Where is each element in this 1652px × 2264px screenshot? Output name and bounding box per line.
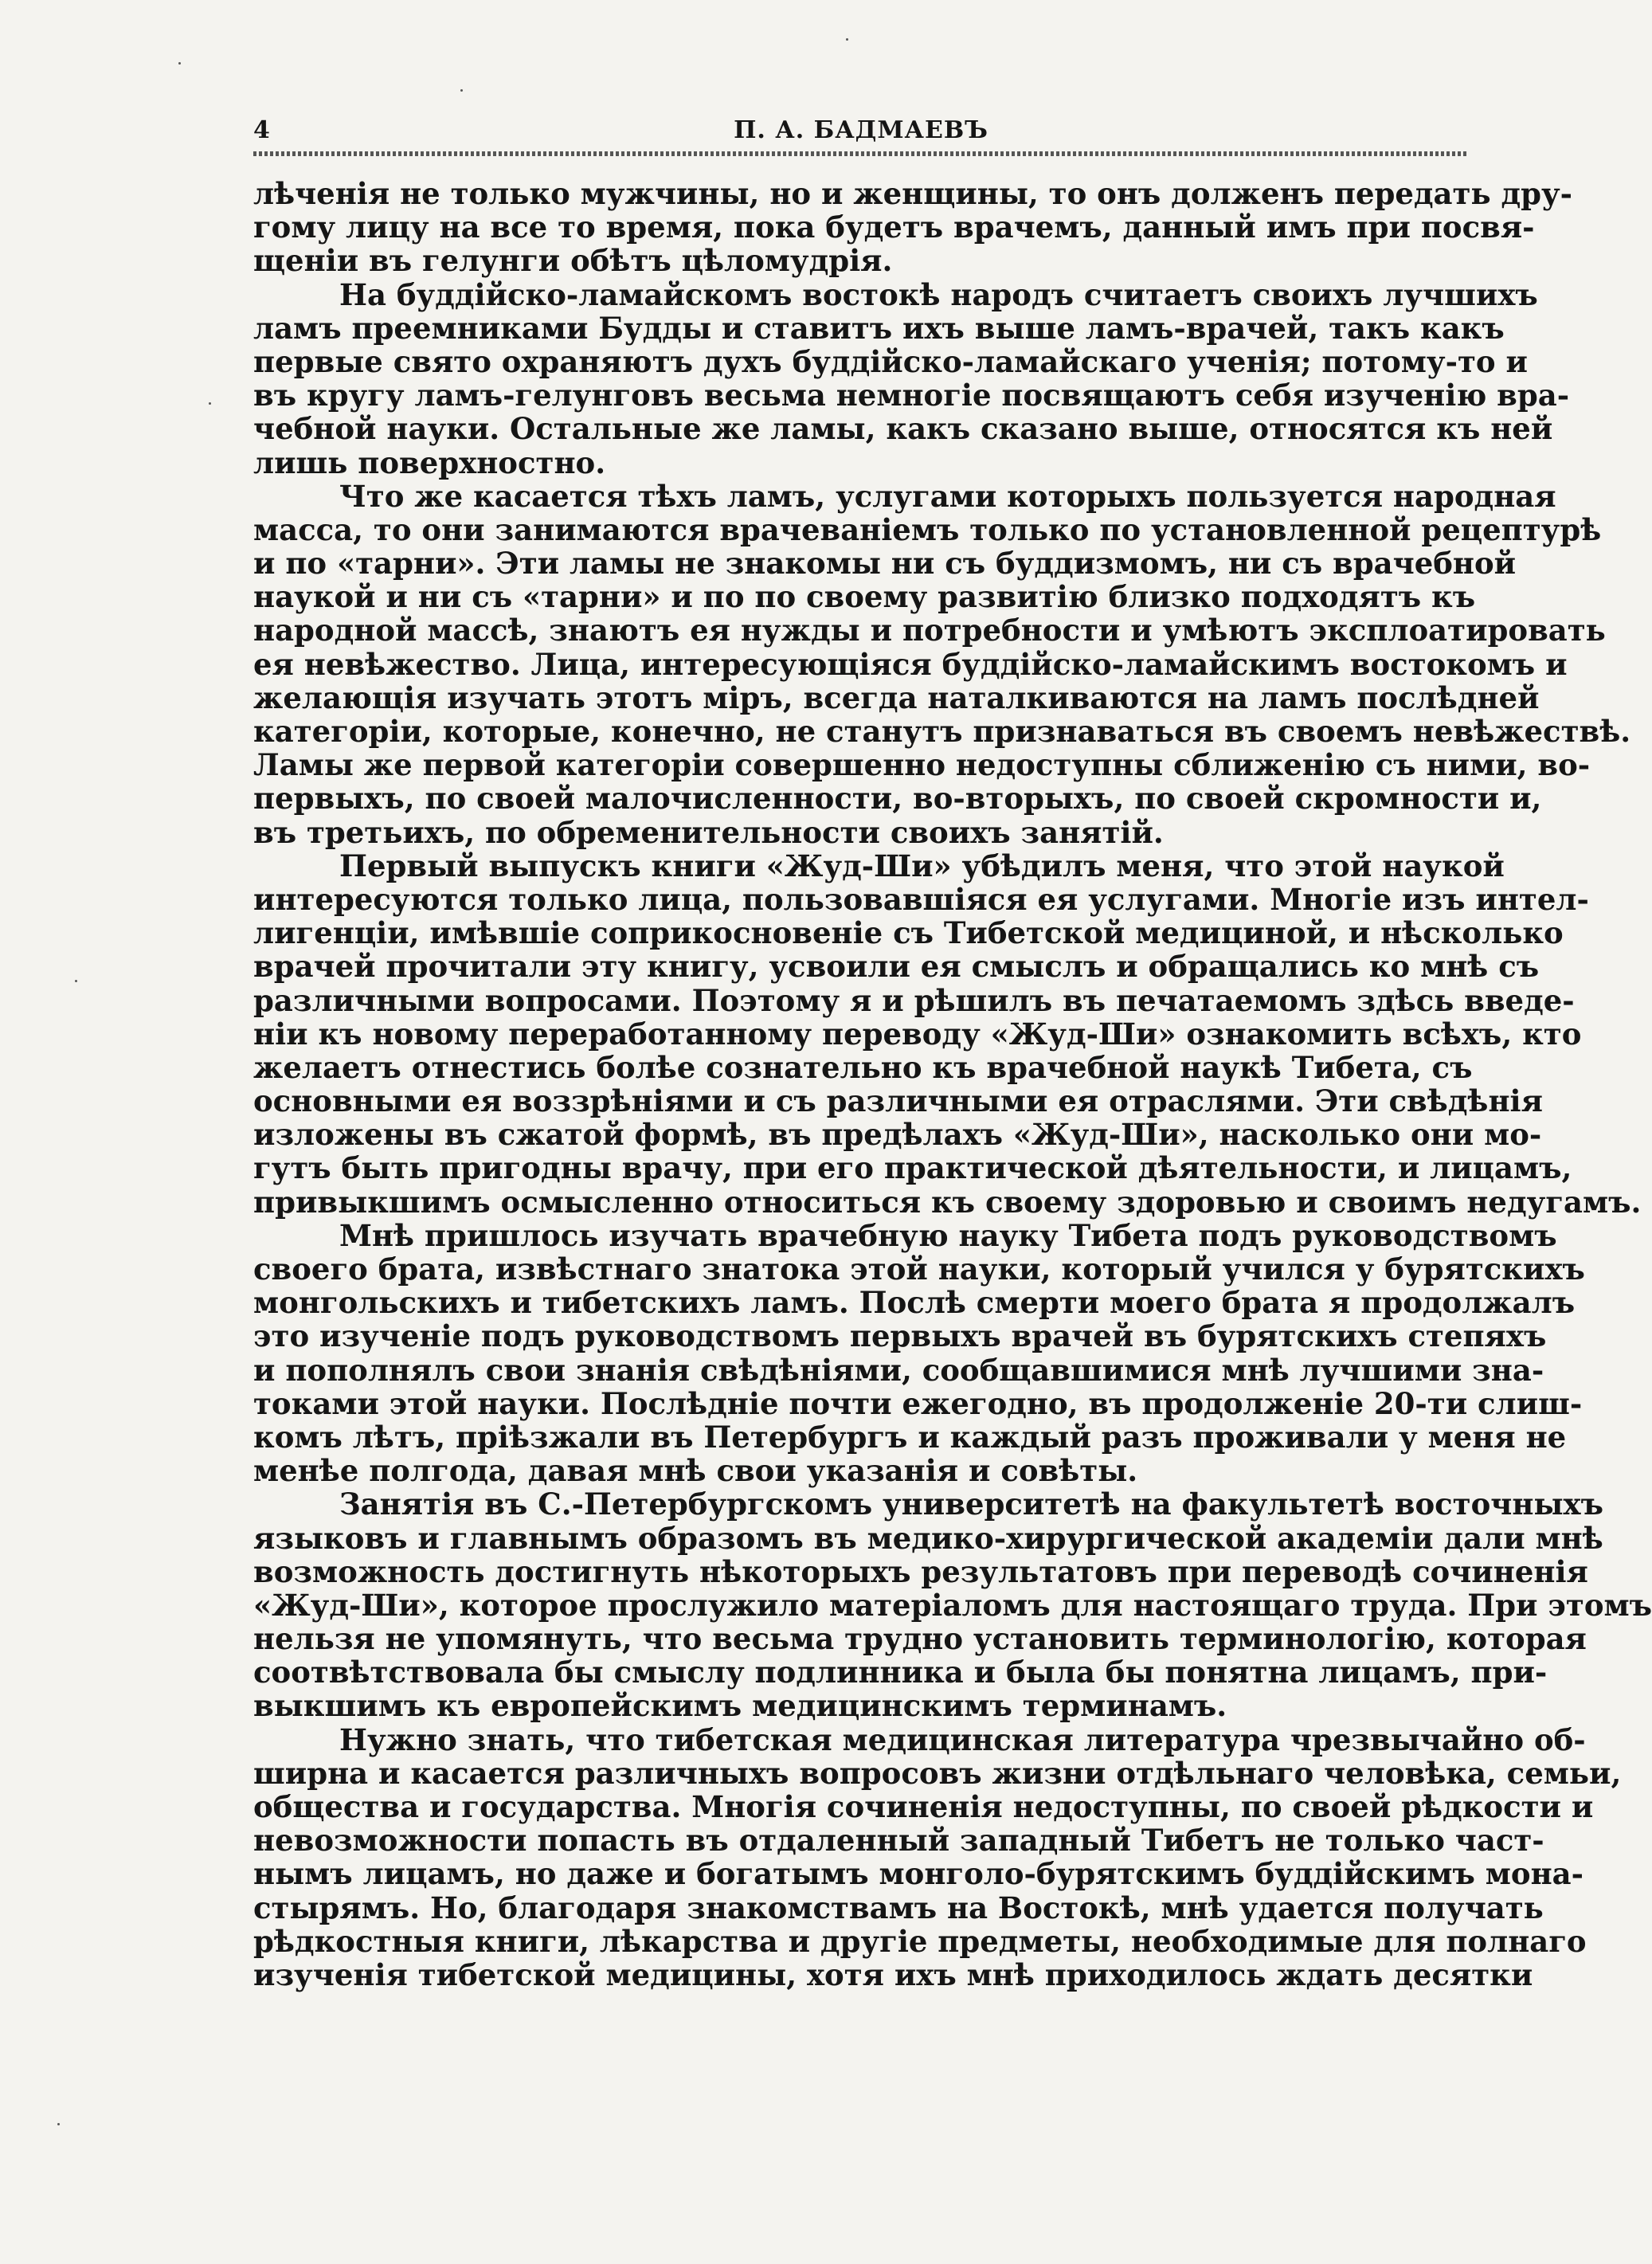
text-line: Первый выпускъ книги «Жуд-Ши» убѣдилъ меня, что этой наукой: [339, 848, 1505, 883]
scan-speck: [460, 89, 463, 92]
text-line: изложены въ сжатой формѣ, въ предѣлахъ «Жуд-Ши», насколько они мо-: [253, 1117, 1542, 1153]
text-line: Что же касается тѣхъ ламъ, услугами которыхъ пользуется народная: [339, 478, 1556, 514]
text-line: токами этой науки. Послѣдніе почти ежегодно, въ продолженіе 20-ти слиш-: [253, 1385, 1583, 1421]
text-line: «Жуд-Ши», которое прослужило матеріаломъ для настоящаго труда. При этомъ: [253, 1587, 1652, 1623]
scan-speck: [75, 980, 77, 982]
text-line: рѣдкостныя книги, лѣкарства и другіе предметы, необходимые для полнаго: [253, 1923, 1587, 1959]
text-line: и пополнялъ свои знанія свѣдѣніями, сообщавшимися мнѣ лучшими зна-: [253, 1352, 1544, 1388]
text-line: и по «тарни». Эти ламы не знакомы ни съ буддизмомъ, ни съ врачебной: [253, 546, 1517, 582]
text-line: въ третьихъ, по обременительности своихъ занятій.: [253, 814, 1164, 850]
text-line: На буддійско-ламайскомъ востокѣ народъ считаетъ своихъ лучшихъ: [339, 276, 1538, 312]
text-line: интересуются только лица, пользовавшіяся ея услугами. Многіе изъ интел-: [253, 881, 1589, 917]
text-line: народной массѣ, знаютъ ея нужды и потребности и умѣютъ эксплоатировать: [253, 613, 1606, 648]
page-header: [253, 113, 1469, 148]
text-line: выкшимъ къ европейскимъ медицинскимъ терминамъ.: [253, 1688, 1227, 1724]
text-line: щеніи въ гелунги обѣтъ цѣломудрія.: [253, 243, 893, 279]
text-line: лишь поверхностно.: [253, 445, 606, 480]
header-rule: [253, 151, 1469, 156]
text-line: ламъ преемниками Будды и ставитъ ихъ выше ламъ-врачей, такъ какъ: [253, 310, 1505, 346]
text-line: менѣе полгода, давая мнѣ свои указанія и совѣты.: [253, 1453, 1138, 1489]
text-line: Занятія въ С.-Петербургскомъ университетѣ на факультетѣ восточныхъ: [339, 1486, 1603, 1522]
body-text: [253, 176, 1652, 1992]
text-line: ніи къ новому переработанному переводу «Жуд-Ши» ознакомить всѣхъ, кто: [253, 1016, 1582, 1052]
scan-speck: [846, 38, 848, 41]
running-head: П. А. БАДМАЕВЪ: [734, 116, 988, 144]
text-line: ея невѣжество. Лица, интересующіяся буддійско-ламайскимъ востокомъ и: [253, 646, 1568, 682]
text-line: въ кругу ламъ-гелунговъ весьма немногіе посвящаютъ себя изученію вра-: [253, 378, 1570, 413]
text-line: ширна и касается различныхъ вопросовъ жизни отдѣльнаго человѣка, семьи,: [253, 1755, 1622, 1791]
text-line: соотвѣтствовала бы смыслу подлинника и была бы понятна лицамъ, при-: [253, 1655, 1548, 1690]
text-line: стырямъ. Но, благодаря знакомствамъ на Востокѣ, мнѣ удается получать: [253, 1890, 1544, 1925]
page-number: 4: [253, 116, 270, 144]
text-line: основными ея воззрѣніями и съ различными ея отраслями. Эти свѣдѣнія: [253, 1083, 1543, 1119]
text-line: своего брата, извѣстнаго знатока этой науки, который учился у бурятскихъ: [253, 1251, 1585, 1287]
text-line: общества и государства. Многія сочиненія недоступны, по своей рѣдкости и: [253, 1789, 1594, 1824]
text-line: Мнѣ пришлось изучать врачебную науку Тибета подъ руководствомъ: [339, 1217, 1557, 1253]
text-line: нымъ лицамъ, но даже и богатымъ монголо-бурятскимъ буддійскимъ мона-: [253, 1856, 1583, 1892]
text-line: категоріи, которые, конечно, не станутъ признаваться въ своемъ невѣжествѣ.: [253, 714, 1631, 749]
text-line: врачей прочитали эту книгу, усвоили ея смыслъ и обращались ко мнѣ съ: [253, 949, 1540, 985]
text-line: лигенціи, имѣвшіе соприкосновеніе съ Тибетской медициной, и нѣсколько: [253, 915, 1564, 951]
text-line: языковъ и главнымъ образомъ въ медико-хирургической академіи дали мнѣ: [253, 1520, 1603, 1556]
text-line: различными вопросами. Поэтому я и рѣшилъ въ печатаемомъ здѣсь введе-: [253, 982, 1575, 1018]
text-line: наукой и ни съ «тарни» и по по своему развитію близко подходятъ къ: [253, 579, 1476, 615]
text-line: это изученіе подъ руководствомъ первыхъ врачей въ бурятскихъ степяхъ: [253, 1318, 1547, 1354]
text-line: невозможности попасть въ отдаленный западный Тибетъ не только част-: [253, 1823, 1544, 1859]
text-line: первые свято охраняютъ духъ буддійско-ламайскаго ученія; потому-то и: [253, 343, 1528, 379]
text-line: Ламы же первой категоріи совершенно недоступны сближенію съ ними, во-: [253, 747, 1591, 783]
text-line: лѣченія не только мужчины, но и женщины, то онъ долженъ передать дру-: [253, 176, 1573, 211]
text-line: чебной науки. Остальные же ламы, какъ сказано выше, относятся къ ней: [253, 411, 1553, 447]
scan-speck: [57, 2123, 60, 2125]
text-line: желающія изучать этотъ міръ, всегда наталкиваются на ламъ послѣдней: [253, 680, 1540, 715]
text-line: Нужно знать, что тибетская медицинская литература чрезвычайно об-: [339, 1722, 1586, 1757]
text-line: изученія тибетской медицины, хотя ихъ мнѣ приходилось ждать десятки: [253, 1957, 1533, 1992]
text-line: масса, то они занимаются врачеваніемъ только по установленной рецептурѣ: [253, 511, 1602, 547]
text-line: гому лицу на все то время, пока будетъ врачемъ, данный имъ при посвя-: [253, 210, 1535, 245]
text-line: первыхъ, по своей малочисленности, во-вторыхъ, по своей скромности и,: [253, 781, 1542, 817]
text-line: комъ лѣтъ, пріѣзжали въ Петербургъ и каждый разъ проживали у меня не: [253, 1419, 1567, 1455]
text-line: монгольскихъ и тибетскихъ ламъ. Послѣ смерти моего брата я продолжалъ: [253, 1285, 1576, 1321]
scan-speck: [209, 402, 211, 405]
text-line: возможность достигнуть нѣкоторыхъ результатовъ при переводѣ сочиненія: [253, 1553, 1588, 1589]
scan-speck: [178, 62, 181, 65]
text-line: гутъ быть пригодны врачу, при его практической дѣятельности, и лицамъ,: [253, 1150, 1572, 1186]
text-line: нельзя не упомянуть, что весьма трудно установить терминологію, которая: [253, 1621, 1587, 1657]
text-line: привыкшимъ осмысленно относиться къ своему здоровью и своимъ недугамъ.: [253, 1184, 1642, 1220]
text-line: желаетъ отнестись болѣе сознательно къ врачебной наукѣ Тибета, съ: [253, 1049, 1473, 1085]
